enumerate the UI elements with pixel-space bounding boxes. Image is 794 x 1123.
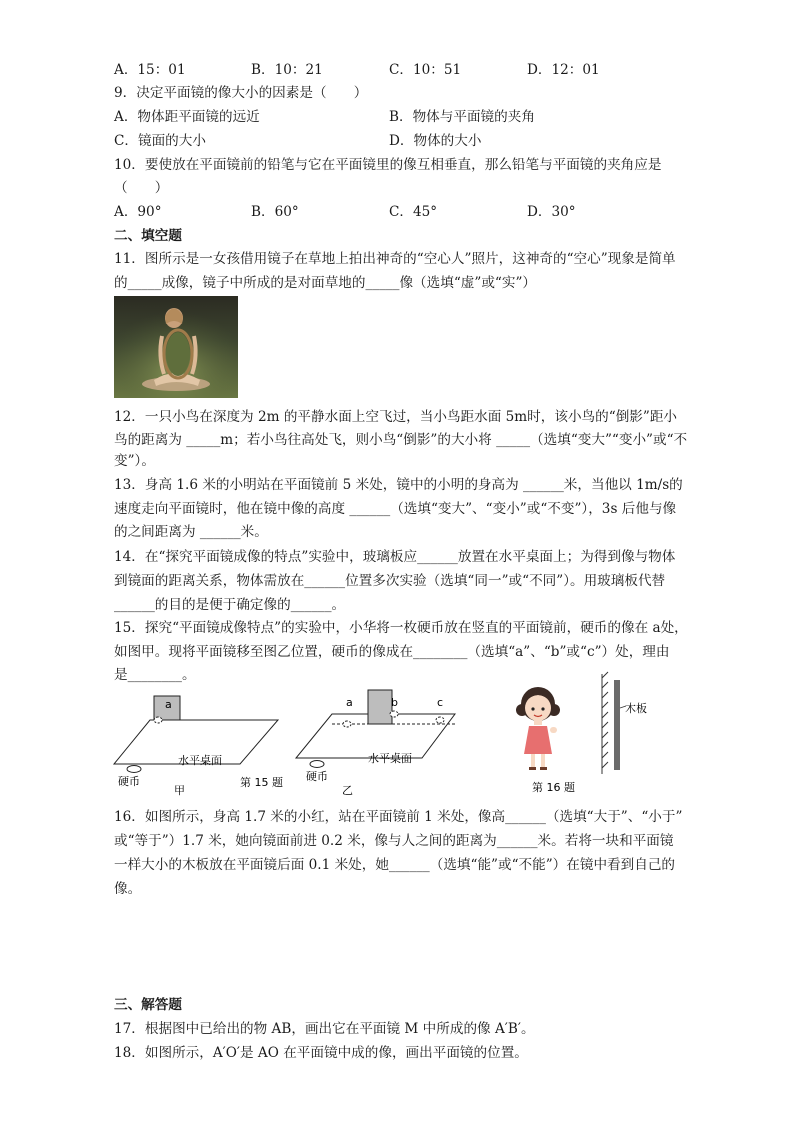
q14-line-1: 14．在“探究平面镜成像的特点”实验中，玻璃板应______放置在水平桌面上；为得到像与物体 xyxy=(114,549,676,565)
figure-16 xyxy=(512,670,662,796)
q8-option-d: D．12：01 xyxy=(527,62,600,78)
mirror-yi xyxy=(368,690,392,724)
q9-option-a: A．物体距平面镜的远近 xyxy=(114,109,260,125)
label-b-yi: b xyxy=(391,696,398,709)
sub-label-yi: 乙 xyxy=(342,784,353,796)
q8-option-c: C．10：51 xyxy=(389,62,462,78)
q13-line-1: 13．身高 1.6 米的小明站在平面镜前 5 米处，镜中的小明的身高为 ______米，当他以 1m/s的 xyxy=(114,477,683,493)
q9-option-b: B．物体与平面镜的夹角 xyxy=(389,109,535,125)
figure-16-caption: 第 16 题 xyxy=(532,781,575,794)
q10-stem-bracket: （ ） xyxy=(114,180,169,196)
section-answer-heading: 三、解答题 xyxy=(114,997,182,1013)
q13-line-3: 的之间距离为 ______米。 xyxy=(114,524,268,540)
q15-line-2: 如图甲。现将平面镜移至图乙位置，硬币的像成在________（选填“a”、“b”或“c”）处，理由 xyxy=(114,644,670,660)
q9-option-c: C．镜面的大小 xyxy=(114,133,206,149)
coin-label-yi: 硬币 xyxy=(306,770,328,783)
wooden-board xyxy=(614,680,620,770)
q8-option-a: A．15：01 xyxy=(114,62,186,78)
q11-line-1: 11．图所示是一女孩借用镜子在草地上拍出神奇的“空心人”照片，这神奇的“空心”现象是简单 xyxy=(114,251,676,267)
q16-line-1: 16．如图所示，身高 1.7 米的小红，站在平面镜前 1 米处，像高______（选填“大于”、“小于” xyxy=(114,809,683,825)
q14-line-3: ______的目的是便于确定像的______。 xyxy=(114,597,346,613)
section-fill-in-heading: 二、填空题 xyxy=(114,228,182,244)
q8-option-b: B．10：21 xyxy=(251,62,323,78)
q10-stem: 10．要使放在平面镜前的铅笔与它在平面镜里的像互相垂直，那么铅笔与平面镜的夹角应是 xyxy=(114,157,662,173)
q10-option-a: A．90° xyxy=(114,204,162,220)
figure-15-caption: 第 15 题 xyxy=(240,776,283,789)
q13-line-2: 速度走向平面镜时，他在镜中像的高度 ______（选填“变大”、“变小”或“不变”），3s 后他与像 xyxy=(114,501,677,517)
q12-line-2: 鸟的距离为 _____m；若小鸟往高处飞，则小鸟“倒影”的大小将 _____（选填“变大”“变小”或“不 xyxy=(114,432,688,448)
sub-label-jia: 甲 xyxy=(174,784,185,796)
label-a-yi: a xyxy=(346,696,353,709)
hollow-person-photo xyxy=(114,296,238,398)
q15-line-3: 是________。 xyxy=(114,667,196,683)
q16-line-4: 像。 xyxy=(114,881,142,897)
q10-option-c: C．45° xyxy=(389,204,438,220)
figure-15 xyxy=(110,684,470,796)
q9-option-d: D．物体的大小 xyxy=(389,133,482,149)
q9-stem: 9．决定平面镜的像大小的因素是（ ） xyxy=(114,85,368,101)
label-a-jia: a xyxy=(165,698,172,711)
coin-label-jia: 硬币 xyxy=(118,775,140,788)
table-label-jia: 水平桌面 xyxy=(178,754,222,767)
hollow-person-photo-graphic xyxy=(114,296,238,398)
label-c-yi: c xyxy=(437,696,444,709)
q12-line-3: 变”）。 xyxy=(114,453,155,469)
mirror-16 xyxy=(602,672,608,774)
q16-line-3: 一样大小的木板放在平面镜后面 0.1 米处，她______（选填“能”或“不能”）在镜中看到自己的 xyxy=(114,857,676,873)
table-label-yi: 水平桌面 xyxy=(368,752,412,765)
q14-line-2: 到镜面的距离关系，物体需放在______位置多次实验（选填“同一”或“不同”）。用玻璃板代替 xyxy=(114,573,666,589)
girl-illustration xyxy=(516,687,560,770)
q10-option-b: B．60° xyxy=(251,204,299,220)
q10-option-d: D．30° xyxy=(527,204,576,220)
q11-line-2: 的_____成像，镜子中所成的是对面草地的_____像（选填“虚”或“实”） xyxy=(114,275,537,291)
q15-line-1: 15．探究“平面镜成像特点”的实验中，小华将一枚硬币放在竖直的平面镜前，硬币的像在 a处， xyxy=(114,620,688,636)
q17-line: 17．根据图中已给出的物 AB，画出它在平面镜 M 中所成的像 A′B′。 xyxy=(114,1021,535,1037)
q16-line-2: 或“等于”）1.7 米，她向镜面前进 0.2 米，像与人之间的距离为______米。若将一块和平面镜 xyxy=(114,833,674,849)
board-label: 木板 xyxy=(625,702,647,715)
q18-line: 18．如图所示，A′O′是 AO 在平面镜中成的像，画出平面镜的位置。 xyxy=(114,1045,528,1061)
q12-line-1: 12．一只小鸟在深度为 2m 的平静水面上空飞过，当小鸟距水面 5m时，该小鸟的“倒影”距小 xyxy=(114,409,678,425)
